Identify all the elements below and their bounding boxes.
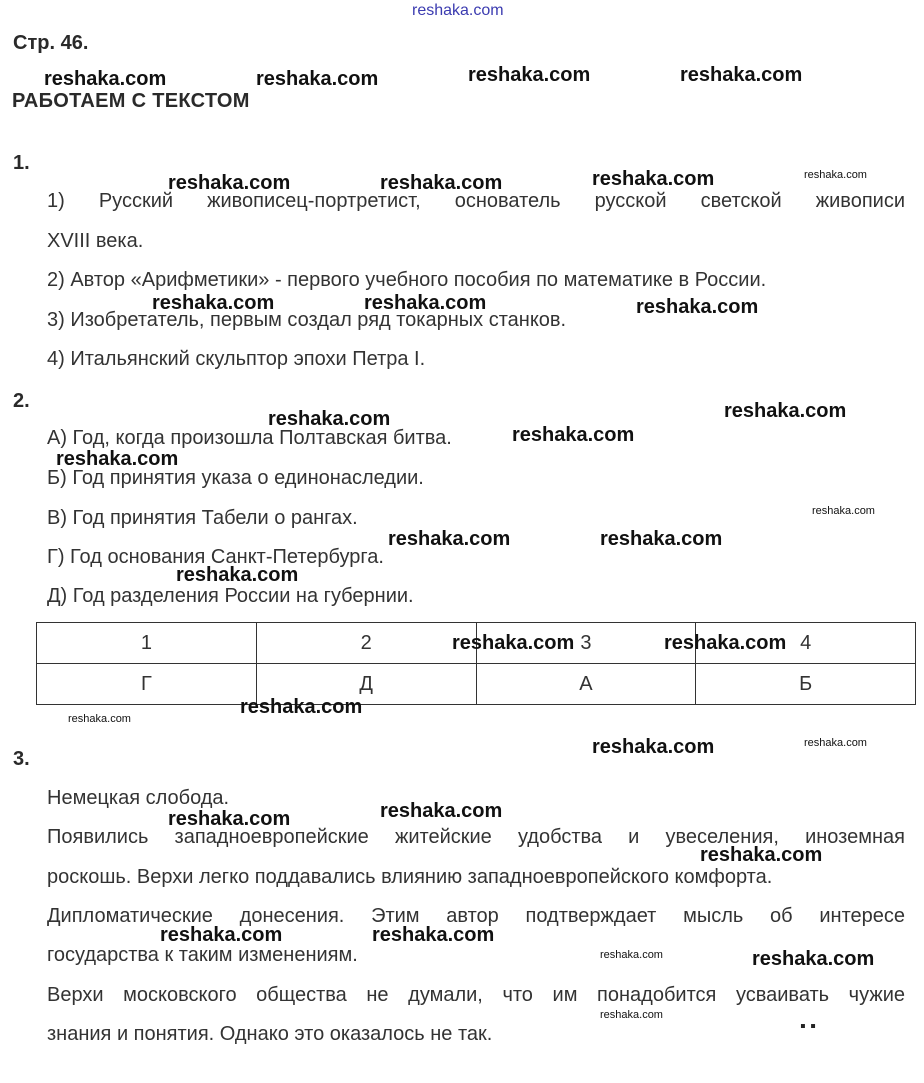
- watermark-small: reshaka.com: [812, 505, 875, 517]
- table-answer-cell: А: [476, 664, 696, 705]
- watermark: reshaka.com: [512, 424, 635, 446]
- table-answer-cell: Г: [37, 664, 257, 705]
- watermark: reshaka.com: [152, 292, 275, 314]
- watermark: reshaka.com: [160, 924, 283, 946]
- table-header-cell: 2: [256, 623, 476, 664]
- watermark: reshaka.com: [680, 64, 803, 86]
- q2-item-b: Б) Год принятия указа о единонаследии.: [47, 467, 424, 489]
- watermark: reshaka.com: [468, 64, 591, 86]
- site-header-watermark: reshaka.com: [412, 2, 504, 19]
- section-heading: РАБОТАЕМ С ТЕКСТОМ: [12, 90, 250, 112]
- watermark: reshaka.com: [44, 68, 167, 90]
- q3-line-4: Дипломатические донесения. Этим автор подтверждает мысль об интересе: [47, 905, 905, 927]
- watermark: reshaka.com: [636, 296, 759, 318]
- watermark: reshaka.com: [168, 808, 291, 830]
- watermark: reshaka.com: [724, 400, 847, 422]
- q3-line-1: Немецкая слобода.: [47, 787, 230, 809]
- question-2-number: 2.: [13, 390, 30, 412]
- watermark: reshaka.com: [380, 172, 503, 194]
- table-answer-cell: Д: [256, 664, 476, 705]
- q1-item-4: 4) Итальянский скульптор эпохи Петра I.: [47, 348, 426, 370]
- watermark: reshaka.com: [592, 168, 715, 190]
- q1-item-3: 3) Изобретатель, первым создал ряд токарных станков.: [47, 309, 567, 331]
- answer-table-answer-row: [37, 664, 916, 705]
- watermark: reshaka.com: [268, 408, 391, 430]
- watermark: reshaka.com: [380, 800, 503, 822]
- q3-line-7: знания и понятия. Однако это оказалось не так.: [47, 1023, 493, 1045]
- q2-item-d: Г) Год основания Санкт-Петербурга.: [47, 546, 384, 568]
- page-number: Стр. 46.: [13, 32, 89, 54]
- watermark-small: reshaka.com: [600, 949, 663, 961]
- watermark: reshaka.com: [388, 528, 511, 550]
- watermark-small: reshaka.com: [804, 737, 867, 749]
- question-1-number: 1.: [13, 152, 30, 174]
- watermark: reshaka.com: [600, 528, 723, 550]
- watermark: reshaka.com: [240, 696, 363, 718]
- watermark: reshaka.com: [452, 632, 575, 654]
- watermark: reshaka.com: [752, 948, 875, 970]
- question-3-number: 3.: [13, 748, 30, 770]
- watermark-small: reshaka.com: [68, 713, 131, 725]
- watermark: reshaka.com: [664, 632, 787, 654]
- q2-item-e: Д) Год разделения России на губернии.: [47, 585, 414, 607]
- q1-item-1-line-2: XVIII века.: [47, 230, 144, 252]
- q1-item-1-line-1: 1) Русский живописец-портретист, основатель русской светской живописи: [47, 190, 905, 212]
- watermark-small: reshaka.com: [600, 1009, 663, 1021]
- watermark: reshaka.com: [372, 924, 495, 946]
- scan-specks-decoration: ▪ ▪: [800, 1018, 816, 1035]
- watermark: reshaka.com: [256, 68, 379, 90]
- table-answer-cell: Б: [696, 664, 916, 705]
- q1-item-2: 2) Автор «Арифметики» - первого учебного пособия по математике в России.: [47, 269, 767, 291]
- q2-item-c: В) Год принятия Табели о рангах.: [47, 507, 358, 529]
- table-header-cell: 4: [696, 623, 916, 664]
- q3-line-6: Верхи московского общества не думали, что им понадобится усваивать чужие: [47, 984, 905, 1006]
- watermark: reshaka.com: [56, 448, 179, 470]
- watermark: reshaka.com: [700, 844, 823, 866]
- watermark: reshaka.com: [168, 172, 291, 194]
- q3-line-5: государства к таким изменениям.: [47, 944, 358, 966]
- table-header-cell: 1: [37, 623, 257, 664]
- table-header-cell: 3: [476, 623, 696, 664]
- watermark-small: reshaka.com: [804, 169, 867, 181]
- q2-item-a: А) Год, когда произошла Полтавская битва.: [47, 427, 452, 449]
- watermark: reshaka.com: [176, 564, 299, 586]
- q3-line-3: роскошь. Верхи легко поддавались влиянию западноевропейского комфорта.: [47, 866, 773, 888]
- q3-line-2: Появились западноевропейские житейские удобства и увеселения, иноземная: [47, 826, 905, 848]
- watermark: reshaka.com: [592, 736, 715, 758]
- watermark: reshaka.com: [364, 292, 487, 314]
